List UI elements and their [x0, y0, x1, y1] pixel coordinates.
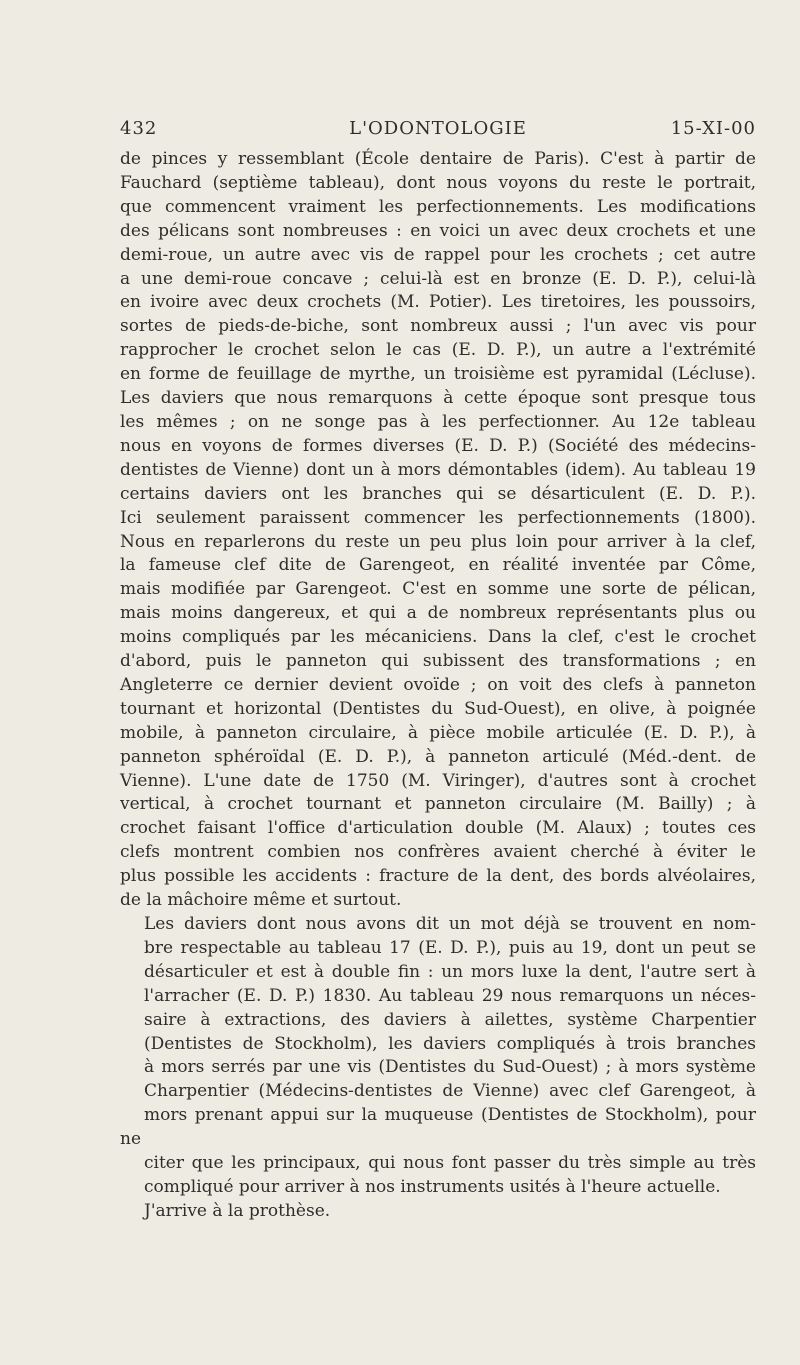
text-line: Nous en reparlerons du reste un peu plus loin pour arriver à la clef,	[120, 531, 756, 552]
issue-date: 15-XI-00	[670, 118, 756, 139]
text-line: certains daviers ont les branches qui se désarticulent (E. D. P.).	[120, 483, 756, 504]
text-line: en forme de feuillage de myrthe, un troisième est pyramidal (Lécluse).	[120, 364, 756, 385]
text-line: la fameuse clef dite de Garengeot, en réalité inventée par Côme,	[120, 555, 756, 576]
text-line: de la mâchoire même et surtout.	[120, 890, 402, 911]
text-line: demi-roue, un autre avec vis de rappel pour les crochets ; cet autre	[120, 244, 756, 265]
text-line: bre respectable au tableau 17 (E. D. P.), puis au 19, dont un peut se	[144, 937, 756, 958]
text-line: mobile, à panneton circulaire, à pièce mobile articulée (E. D. P.), à	[120, 722, 756, 743]
text-line: dentistes de Vienne) dont un à mors démontables (idem). Au tableau 19	[120, 459, 756, 480]
text-line: en ivoire avec deux crochets (M. Potier). Les tiretoires, les poussoirs,	[120, 292, 756, 313]
paragraph-3-text: J'arrive à la prothèse.	[144, 1200, 331, 1221]
text-line: l'arracher (E. D. P.) 1830. Au tableau 29 nous remarquons un néces-	[144, 985, 756, 1006]
text-line: mais moins dangereux, et qui a de nombreux représentants plus ou	[120, 603, 756, 624]
text-line: Les daviers dont nous avons dit un mot déjà se trouvent en nom-	[144, 914, 756, 934]
running-header	[120, 118, 756, 142]
paragraph-1	[120, 148, 756, 913]
text-line: clefs montrent combien nos confrères avaient cherché à éviter le	[120, 842, 756, 863]
text-line: Fauchard (septième tableau), dont nous voyons du reste le portrait,	[120, 172, 756, 193]
text-line: de pinces y ressemblant (École dentaire de Paris). C'est à partir de	[120, 149, 756, 169]
page-number: 432	[120, 118, 158, 139]
text-line: d'abord, puis le panneton qui subissent des transformations ; en	[120, 651, 756, 672]
text-line: (Dentistes de Stockholm), les daviers compliqués à trois branches	[144, 1033, 756, 1054]
text-line: Les daviers que nous remarquons à cette époque sont presque tous	[120, 388, 756, 409]
text-line: crochet faisant l'office d'articulation double (M. Alaux) ; toutes ces	[120, 818, 756, 839]
text-line: Vienne). L'une date de 1750 (M. Viringer), d'autres sont à crochet	[120, 770, 756, 791]
text-line: Charpentier (Médecins-dentistes de Vienne) avec clef Garengeot, à	[144, 1081, 756, 1102]
text-line: compliqué pour arriver à nos instruments usités à l'heure actuelle.	[144, 1176, 721, 1197]
text-line: tournant et horizontal (Dentistes du Sud-Ouest), en olive, à poignée	[120, 698, 756, 719]
paragraph-2	[120, 913, 756, 1200]
text-line: saire à extractions, des daviers à ailettes, système Charpentier	[144, 1009, 756, 1030]
text-line: à mors serrés par une vis (Dentistes du Sud-Ouest) ; à mors système	[144, 1057, 756, 1078]
text-line: mais modifiée par Garengeot. C'est en somme une sorte de pélican,	[120, 579, 756, 600]
text-line: a une demi-roue concave ; celui-là est en bronze (E. D. P.), celui-là	[120, 268, 756, 289]
body-text	[120, 148, 756, 1224]
text-line: Ici seulement paraissent commencer les perfectionnements (1800).	[120, 507, 756, 528]
text-line: rapprocher le crochet selon le cas (E. D. P.), un autre a l'extrémité	[120, 340, 756, 361]
text-line: sortes de pieds-de-biche, sont nombreux aussi ; l'un avec vis pour	[120, 316, 756, 337]
text-line: mors prenant appui sur la muqueuse (Dentistes de Stockholm), pour ne	[120, 1105, 756, 1150]
journal-title: L'ODONTOLOGIE	[349, 118, 527, 139]
text-line: les mêmes ; on ne songe pas à les perfectionner. Au 12e tableau	[120, 411, 756, 432]
text-line: nous en voyons de formes diverses (E. D. P.) (Société des médecins-	[120, 435, 756, 456]
text-line: vertical, à crochet tournant et panneton circulaire (M. Bailly) ; à	[120, 794, 756, 815]
text-line: panneton sphéroïdal (E. D. P.), à panneton articulé (Méd.-dent. de	[120, 746, 756, 767]
text-line: des pélicans sont nombreuses : en voici un avec deux crochets et une	[120, 220, 756, 241]
text-line: citer que les principaux, qui nous font passer du très simple au très	[144, 1153, 756, 1174]
text-line: que commencent vraiment les perfectionnements. Les modifications	[120, 196, 756, 217]
text-line: Angleterre ce dernier devient ovoïde ; on voit des clefs à panneton	[120, 674, 756, 695]
text-line: désarticuler et est à double fin : un mors luxe la dent, l'autre sert à	[144, 961, 756, 982]
paragraph-3	[120, 1200, 756, 1224]
text-line: plus possible les accidents : fracture de la dent, des bords alvéolaires,	[120, 866, 756, 887]
text-line: moins compliqués par les mécaniciens. Dans la clef, c'est le crochet	[120, 627, 756, 648]
